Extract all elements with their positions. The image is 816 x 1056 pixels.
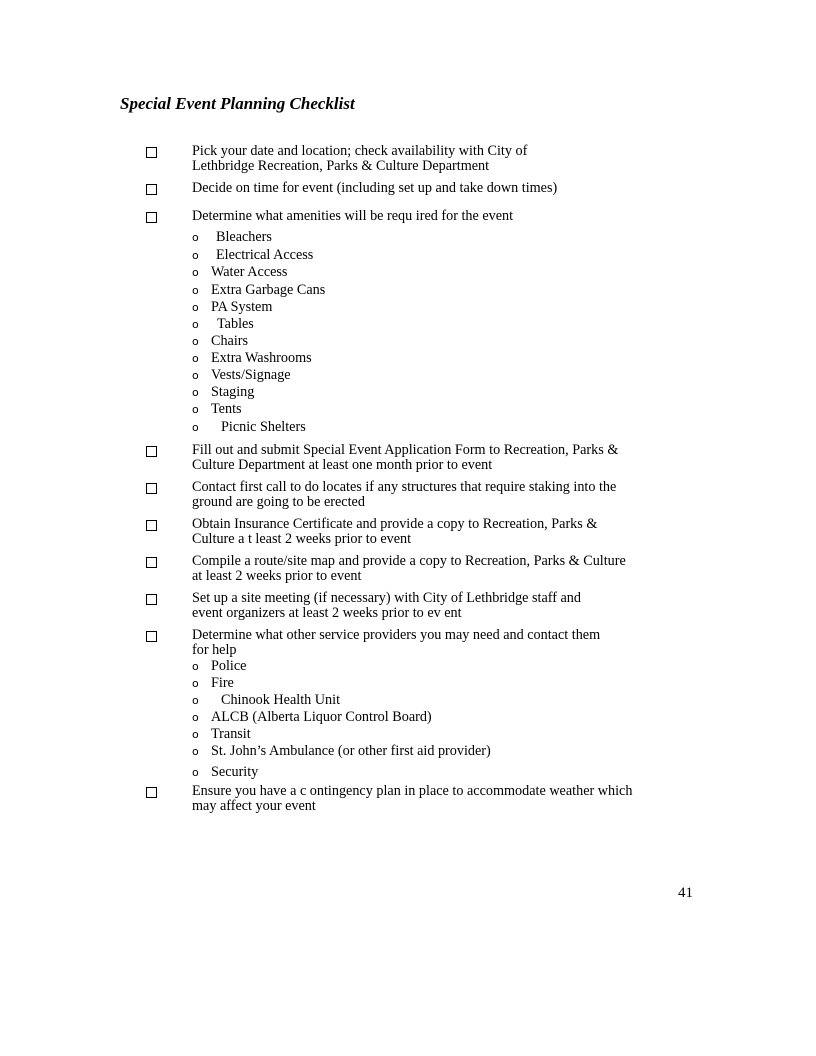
subitem-label: Transit [211, 726, 251, 742]
subitem-label: Vests/Signage [211, 367, 291, 383]
bullet-icon: o [192, 766, 199, 779]
list-item [192, 230, 272, 245]
list-item [192, 420, 306, 435]
bullet-icon: o [192, 335, 199, 348]
bullet-icon: o [192, 403, 199, 416]
page-number: 41 [678, 885, 693, 901]
subitem-label: Picnic Shelters [221, 419, 306, 435]
subitem-label: Fire [211, 675, 234, 691]
subitem-label: Extra Washrooms [211, 350, 312, 366]
list-item [192, 300, 272, 315]
item-text: Obtain Insurance Certificate and provide a copy to Recreation, Parks & Culture a t least 2 weeks prior to event [192, 516, 598, 547]
list-item [192, 283, 325, 298]
item-text: Ensure you have a c ontingency plan in place to accommodate weather which may affect your event [192, 783, 633, 814]
subitem-label: St. John’s Ambulance (or other first aid provider) [211, 743, 491, 759]
bullet-icon: o [192, 660, 199, 673]
bullet-icon: o [192, 301, 199, 314]
list-item [192, 248, 313, 263]
checkbox-icon[interactable] [146, 446, 157, 457]
subitem-label: Chinook Health Unit [221, 692, 341, 708]
bullet-icon: o [192, 266, 199, 279]
checkbox-icon[interactable] [146, 483, 157, 494]
subitem-label: Staging [211, 384, 255, 400]
subitem-label: Water Access [211, 264, 288, 280]
list-item [192, 710, 432, 725]
bullet-icon: o [192, 369, 199, 382]
list-item [192, 265, 287, 280]
checkbox-icon[interactable] [146, 147, 157, 158]
subitem-label: Extra Garbage Cans [211, 282, 326, 298]
item-text: Contact first call to do locates if any structures that require staking into the ground are going to be erected [192, 479, 617, 510]
bullet-icon: o [192, 745, 199, 758]
subitem-label: Security [211, 764, 259, 780]
list-item [192, 676, 234, 691]
list-item [192, 402, 242, 417]
item-text: Fill out and submit Special Event Application Form to Recreation, Parks & Culture Department at least one month prior to event [192, 442, 619, 473]
item-text: Determine what amenities will be requ ired for the event [192, 208, 514, 224]
list-item [192, 744, 491, 759]
bullet-icon: o [192, 421, 199, 434]
list-item [192, 659, 246, 674]
bullet-icon: o [192, 352, 199, 365]
subitem-label: ALCB (Alberta Liquor Control Board) [211, 709, 432, 725]
item-text: Decide on time for event (including set up and take down times) [192, 180, 558, 196]
list-item [192, 693, 340, 708]
checkbox-icon[interactable] [146, 787, 157, 798]
list-item [192, 334, 248, 349]
bullet-icon: o [192, 677, 199, 690]
subitem-label: Police [211, 658, 247, 674]
subitem-label: Tables [217, 316, 254, 332]
bullet-icon: o [192, 284, 199, 297]
subitem-label: Bleachers [216, 229, 272, 245]
subitem-label: Electrical Access [216, 247, 314, 263]
list-item [192, 727, 251, 742]
list-item [192, 368, 291, 383]
list-item [192, 765, 258, 780]
bullet-icon: o [192, 694, 199, 707]
bullet-icon: o [192, 249, 199, 262]
checkbox-icon[interactable] [146, 631, 157, 642]
checkbox-icon[interactable] [146, 184, 157, 195]
bullet-icon: o [192, 386, 199, 399]
subitem-label: Chairs [211, 333, 249, 349]
checkbox-icon[interactable] [146, 520, 157, 531]
list-item [192, 317, 254, 332]
item-text: Set up a site meeting (if necessary) with City of Lethbridge staff and event organizers at least 2 weeks prior to ev ent [192, 590, 581, 621]
checkbox-icon[interactable] [146, 212, 157, 223]
bullet-icon: o [192, 231, 199, 244]
bullet-icon: o [192, 728, 199, 741]
item-text: Determine what other service providers you may need and contact them for help [192, 627, 601, 658]
bullet-icon: o [192, 318, 199, 331]
subitem-label: Tents [211, 401, 242, 417]
bullet-icon: o [192, 711, 199, 724]
subitem-label: PA System [211, 299, 273, 315]
page-title: Special Event Planning Checklist [120, 94, 355, 113]
checkbox-icon[interactable] [146, 557, 157, 568]
item-text: Pick your date and location; check availability with City of Lethbridge Recreation, Parks & Culture Department [192, 143, 528, 174]
item-text: Compile a route/site map and provide a copy to Recreation, Parks & Culture at least 2 weeks prior to event [192, 553, 626, 584]
checkbox-icon[interactable] [146, 594, 157, 605]
list-item [192, 385, 254, 400]
list-item [192, 351, 312, 366]
